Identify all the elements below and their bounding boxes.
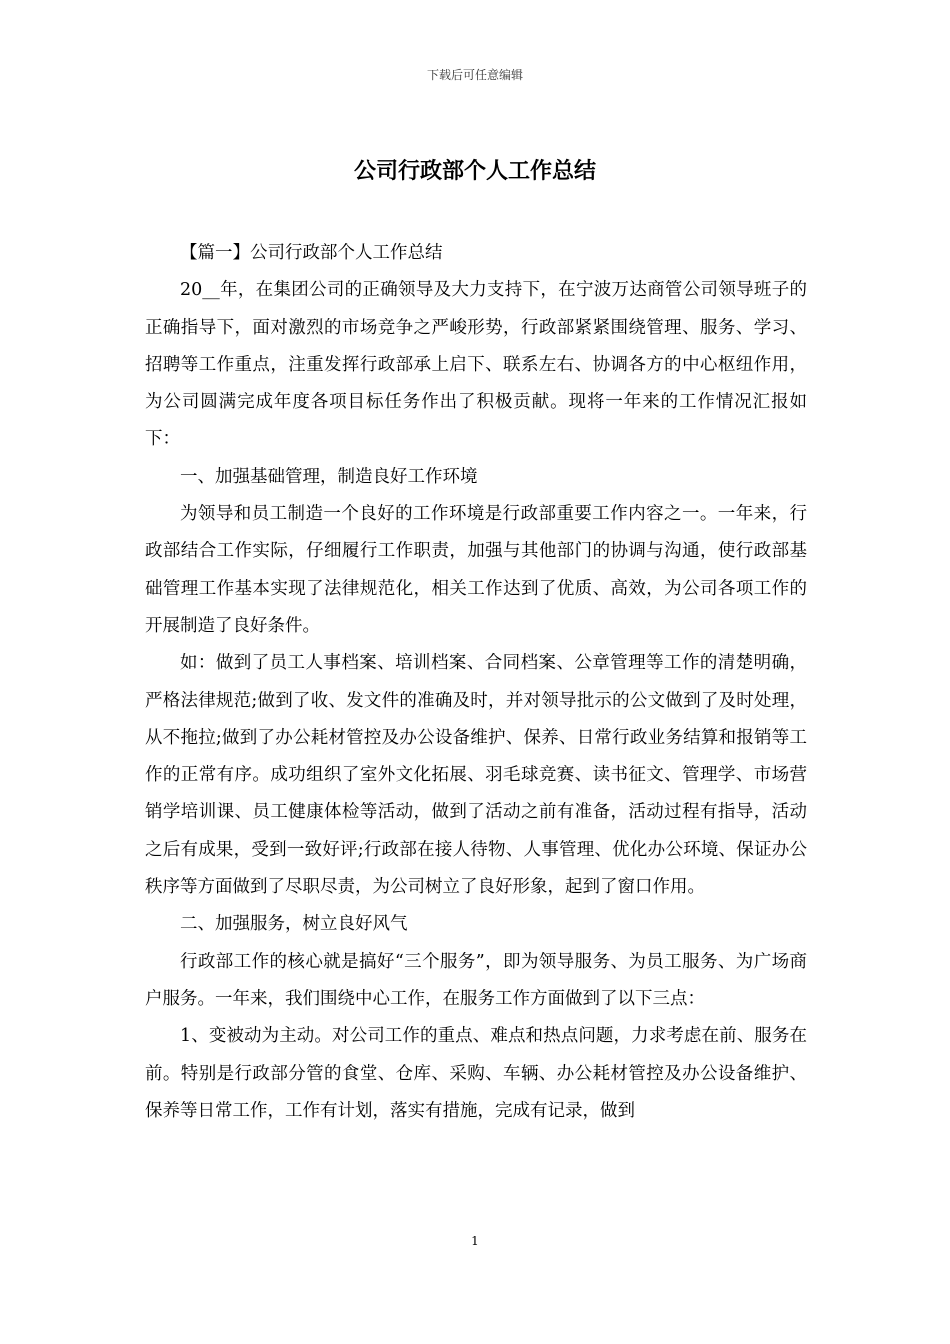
- page-number: 1: [471, 1234, 479, 1248]
- paragraph-heading-2: 二、加强服务，树立良好风气: [180, 914, 408, 935]
- paragraph-body: 如：做到了员工人事档案、培训档案、合同档案、公章管理等工作的清楚明确，严格法律规范;做到了收、发文件的准确及时，并对领导批示的公文做到了及时处理，从不拖拉;做到了办公耗材管控及办公设备维护、保养、日常行政业务结算和报销等工作的正常有序。成功组织了室外文化拓展、羽毛球竞赛、读书征文、管理学、市场营销学培训课、员工健康体检等活动，做到了活动之前有准备，活动过程有指导，活动之后有成果，受到一致好评;行政部在接人待物、人事管理、优化办公环境、保证办公秩序等方面做到了尽职尽责，为公司树立了良好形象，起到了窗口作用。: [145, 653, 807, 898]
- page-header-note: 下载后可任意编辑: [426, 68, 523, 82]
- document-body: [145, 235, 807, 1130]
- paragraph-body: 1、变被动为主动。对公司工作的重点、难点和热点问题，力求考虑在前、服务在前。特别是行政部分管的食堂、仓库、采购、车辆、办公耗材管控及办公设备维护、保养等日常工作，工作有计划，落实有措施，完成有记录，做到: [145, 1026, 807, 1121]
- paragraph-body: 行政部工作的核心就是搞好“三个服务”，即为领导服务、为员工服务、为广场商户服务。一年来，我们围绕中心工作，在服务工作方面做到了以下三点：: [145, 951, 807, 1009]
- paragraph-section-heading: 【篇一】公司行政部个人工作总结: [180, 243, 443, 263]
- document-title: 公司行政部个人工作总结: [353, 158, 596, 184]
- paragraph-body: 为领导和员工制造一个良好的工作环境是行政部重要工作内容之一。一年来，行政部结合工作实际，仔细履行工作职责，加强与其他部门的协调与沟通，使行政部基础管理工作基本实现了法律规范化，相关工作达到了优质、高效，为公司各项工作的开展制造了良好条件。: [145, 504, 807, 636]
- paragraph-heading-1: 一、加强基础管理，制造良好工作环境: [180, 466, 478, 487]
- paragraph-intro: 20__年，在集团公司的正确领导及大力支持下，在宁波万达商管公司领导班子的正确指导下，面对激烈的市场竞争之严峻形势，行政部紧紧围绕管理、服务、学习、招聘等工作重点，注重发挥行政部承上启下、联系左右、协调各方的中心枢纽作用，为公司圆满完成年度各项目标任务作出了积极贡献。现将一年来的工作情况汇报如下：: [145, 280, 807, 450]
